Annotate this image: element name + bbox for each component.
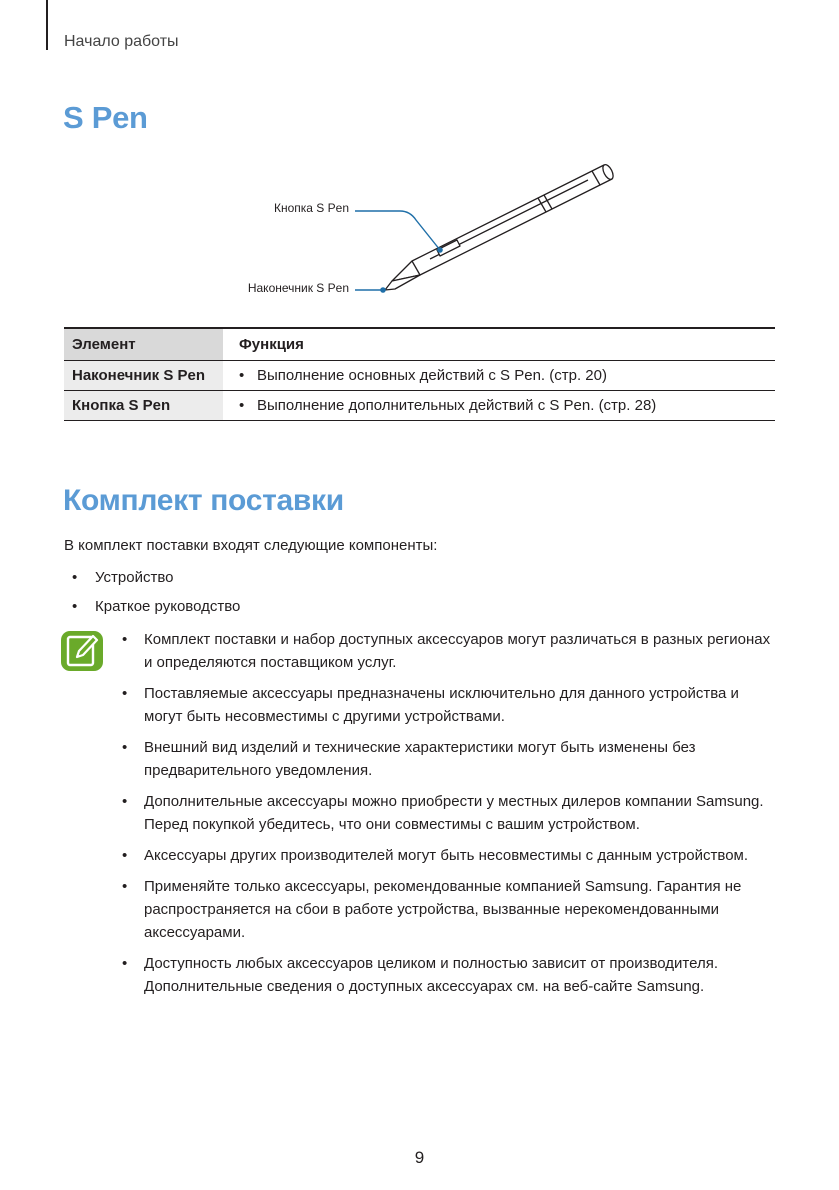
note-text: Дополнительные аксессуары можно приобрести у местных дилеров компании Samsung. Перед покупкой убедитесь, что они совместимы с вашим устройством. <box>144 793 764 833</box>
button-callout-label: Кнопка S Pen <box>274 201 349 215</box>
bullet-icon: • <box>122 685 128 702</box>
table-cell-element: Наконечник S Pen <box>64 361 223 391</box>
note-text: Применяйте только аксессуары, рекомендованные компанией Samsung. Гарантия не распространяется на сбои в работе устройства, вызванные нерекомендованными аксессуарами. <box>144 878 742 941</box>
notes-list <box>122 628 772 1006</box>
bullet-icon: • <box>122 847 128 864</box>
bullet-icon: • <box>122 631 128 648</box>
list-item <box>72 567 240 596</box>
note-item <box>122 790 772 836</box>
spen-illustration <box>0 160 839 310</box>
bullet-icon: • <box>72 569 78 586</box>
spen-diagram <box>0 160 839 310</box>
running-header: Начало работы <box>64 33 179 50</box>
button-callout-dot <box>437 247 443 253</box>
bullet-icon: • <box>239 397 245 414</box>
kit-list <box>72 567 240 625</box>
list-item <box>72 596 240 625</box>
note-text: Поставляемые аксессуары предназначены исключительно для данного устройства и могут быть несовместимы с другими устройствами. <box>144 685 739 725</box>
table-header-element: Элемент <box>64 328 223 361</box>
corner-rule <box>46 0 48 50</box>
note-text: Комплект поставки и набор доступных аксессуаров могут различаться в разных регионах и определяются поставщиком услуг. <box>144 631 771 671</box>
table-header-row <box>64 328 775 361</box>
note-icon <box>60 630 104 672</box>
note-item <box>122 628 772 674</box>
list-item-text: Устройство <box>95 569 174 586</box>
table-header-function: Функция <box>223 328 775 361</box>
note-item <box>122 736 772 782</box>
function-text: Выполнение основных действий с S Pen. (стр. 20) <box>257 367 607 384</box>
button-callout-line <box>355 211 440 250</box>
table-row <box>64 391 775 421</box>
table-cell-element: Кнопка S Pen <box>64 391 223 421</box>
spen-heading: S Pen <box>63 100 148 135</box>
bullet-icon: • <box>122 739 128 756</box>
bullet-icon: • <box>122 955 128 972</box>
tip-callout-dot <box>380 287 386 293</box>
tip-callout-label: Наконечник S Pen <box>247 281 349 295</box>
note-item <box>122 952 772 998</box>
note-item <box>122 682 772 728</box>
note-item <box>122 844 772 867</box>
note-text: Доступность любых аксессуаров целиком и полностью зависит от производителя. Дополнительные сведения о доступных аксессуарах см. на веб-сайте Samsung. <box>144 955 719 995</box>
bullet-icon: • <box>122 878 128 895</box>
kit-heading: Комплект поставки <box>63 484 344 517</box>
bullet-icon: • <box>122 793 128 810</box>
table-cell-function <box>223 391 775 421</box>
kit-intro: В комплект поставки входят следующие компоненты: <box>64 537 438 554</box>
spen-function-table <box>64 327 775 421</box>
bullet-icon: • <box>239 367 245 384</box>
bullet-icon: • <box>72 598 78 615</box>
note-text: Внешний вид изделий и технические характеристики могут быть изменены без предварительного уведомления. <box>144 739 696 779</box>
page-number: 9 <box>414 1148 425 1167</box>
note-text: Аксессуары других производителей могут быть несовместимы с данным устройством. <box>144 847 749 864</box>
table-row <box>64 361 775 391</box>
note-item <box>122 875 772 944</box>
table-cell-function <box>223 361 775 391</box>
function-text: Выполнение дополнительных действий с S Pen. (стр. 28) <box>257 397 657 414</box>
list-item-text: Краткое руководство <box>95 598 241 615</box>
